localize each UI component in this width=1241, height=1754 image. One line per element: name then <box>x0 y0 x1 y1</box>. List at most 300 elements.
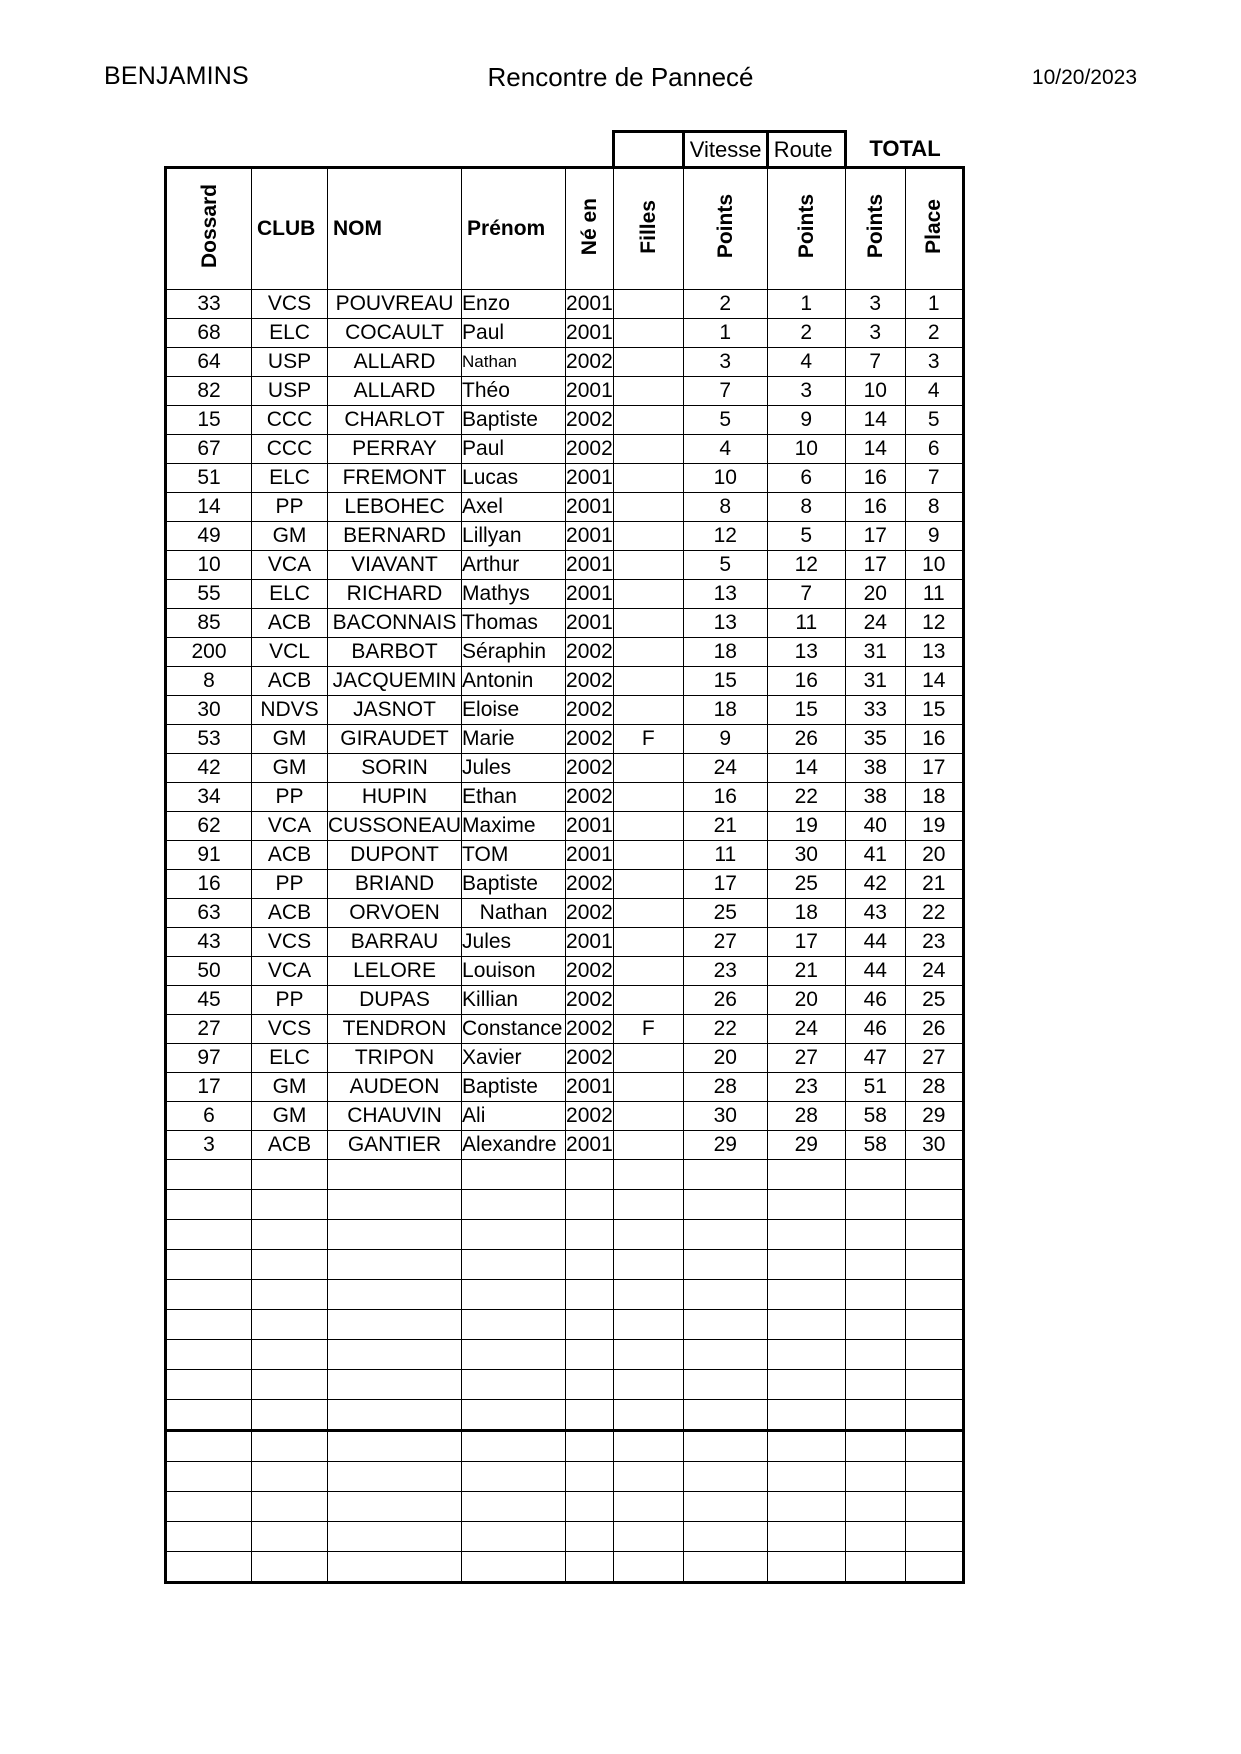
cell-club: NDVS <box>252 696 328 725</box>
cell-ne-en: 2001 <box>566 493 614 522</box>
cell-total-points: 58 <box>845 1102 905 1131</box>
cell-club: GM <box>252 1102 328 1131</box>
cell-route-points: 13 <box>767 638 845 667</box>
cell-route-points: 15 <box>767 696 845 725</box>
cell-empty <box>683 1370 767 1400</box>
cell-place: 23 <box>905 928 963 957</box>
cell-vitesse-points: 18 <box>683 638 767 667</box>
table-row <box>166 377 964 406</box>
table-row <box>166 928 964 957</box>
group-spacer <box>166 132 252 168</box>
cell-vitesse-points: 22 <box>683 1015 767 1044</box>
cell-empty <box>166 1280 252 1310</box>
cell-empty <box>683 1190 767 1220</box>
cell-prenom: Paul <box>462 435 566 464</box>
cell-club: ACB <box>252 667 328 696</box>
cell-filles <box>613 899 683 928</box>
cell-vitesse-points: 18 <box>683 696 767 725</box>
cell-dossard: 55 <box>166 580 252 609</box>
cell-nom: CHAUVIN <box>328 1102 462 1131</box>
cell-dossard: 68 <box>166 319 252 348</box>
cell-nom: JACQUEMIN <box>328 667 462 696</box>
column-header-ne_en <box>566 168 614 290</box>
cell-total-points: 44 <box>845 928 905 957</box>
cell-empty <box>328 1190 462 1220</box>
table-row-empty <box>166 1492 964 1522</box>
cell-prenom: Enzo <box>462 290 566 319</box>
table-row <box>166 1131 964 1160</box>
cell-empty <box>328 1522 462 1552</box>
cell-club: USP <box>252 348 328 377</box>
cell-club: GM <box>252 754 328 783</box>
cell-filles: F <box>613 725 683 754</box>
cell-empty <box>566 1522 614 1552</box>
cell-empty <box>462 1280 566 1310</box>
cell-nom: FREMONT <box>328 464 462 493</box>
cell-club: CCC <box>252 435 328 464</box>
table-row-empty <box>166 1431 964 1462</box>
cell-empty <box>252 1250 328 1280</box>
table-row <box>166 609 964 638</box>
cell-empty <box>566 1340 614 1370</box>
cell-empty <box>328 1400 462 1431</box>
cell-total-points: 10 <box>845 377 905 406</box>
cell-empty <box>905 1552 963 1583</box>
cell-place: 14 <box>905 667 963 696</box>
cell-route-points: 8 <box>767 493 845 522</box>
cell-ne-en: 2002 <box>566 1102 614 1131</box>
cell-route-points: 9 <box>767 406 845 435</box>
cell-vitesse-points: 13 <box>683 609 767 638</box>
column-header-dossard <box>166 168 252 290</box>
cell-empty <box>845 1250 905 1280</box>
cell-club: ACB <box>252 841 328 870</box>
cell-vitesse-points: 2 <box>683 290 767 319</box>
cell-empty <box>328 1370 462 1400</box>
cell-empty <box>252 1160 328 1190</box>
cell-prenom: Ethan <box>462 783 566 812</box>
cell-empty <box>613 1431 683 1462</box>
table-row <box>166 319 964 348</box>
cell-ne-en: 2001 <box>566 928 614 957</box>
cell-empty <box>683 1280 767 1310</box>
cell-empty <box>767 1462 845 1492</box>
page-title: Rencontre de Pannecé <box>487 62 754 92</box>
cell-dossard: 30 <box>166 696 252 725</box>
cell-nom: ORVOEN <box>328 899 462 928</box>
column-header-row <box>166 168 964 290</box>
cell-club: ACB <box>252 1131 328 1160</box>
cell-prenom: Maxime <box>462 812 566 841</box>
group-header-route: Route <box>767 132 845 168</box>
cell-empty <box>845 1522 905 1552</box>
cell-vitesse-points: 13 <box>683 580 767 609</box>
cell-empty <box>252 1522 328 1552</box>
cell-dossard: 62 <box>166 812 252 841</box>
table-row <box>166 870 964 899</box>
cell-club: ELC <box>252 319 328 348</box>
cell-filles <box>613 754 683 783</box>
cell-dossard: 64 <box>166 348 252 377</box>
cell-filles <box>613 986 683 1015</box>
cell-empty <box>613 1522 683 1552</box>
cell-dossard: 53 <box>166 725 252 754</box>
table-row <box>166 290 964 319</box>
cell-place: 5 <box>905 406 963 435</box>
cell-nom: HUPIN <box>328 783 462 812</box>
cell-empty <box>845 1370 905 1400</box>
cell-empty <box>845 1190 905 1220</box>
cell-empty <box>328 1310 462 1340</box>
cell-nom: PERRAY <box>328 435 462 464</box>
cell-empty <box>166 1160 252 1190</box>
cell-empty <box>166 1340 252 1370</box>
cell-empty <box>845 1280 905 1310</box>
cell-prenom: Baptiste <box>462 1073 566 1102</box>
group-spacer <box>252 132 328 168</box>
cell-empty <box>845 1160 905 1190</box>
cell-empty <box>328 1340 462 1370</box>
cell-empty <box>462 1522 566 1552</box>
table-row <box>166 493 964 522</box>
cell-empty <box>566 1370 614 1400</box>
cell-nom: SORIN <box>328 754 462 783</box>
table-row-empty <box>166 1220 964 1250</box>
cell-empty <box>252 1190 328 1220</box>
cell-place: 18 <box>905 783 963 812</box>
cell-nom: ALLARD <box>328 377 462 406</box>
cell-place: 9 <box>905 522 963 551</box>
cell-empty <box>683 1400 767 1431</box>
cell-empty <box>613 1340 683 1370</box>
cell-empty <box>462 1400 566 1431</box>
cell-prenom: Baptiste <box>462 406 566 435</box>
cell-prenom: Paul <box>462 319 566 348</box>
cell-route-points: 6 <box>767 464 845 493</box>
cell-nom: ALLARD <box>328 348 462 377</box>
table-row <box>166 812 964 841</box>
cell-dossard: 8 <box>166 667 252 696</box>
cell-place: 30 <box>905 1131 963 1160</box>
table-row-empty <box>166 1370 964 1400</box>
cell-empty <box>767 1552 845 1583</box>
cell-prenom: Antonin <box>462 667 566 696</box>
table-row <box>166 435 964 464</box>
cell-empty <box>166 1190 252 1220</box>
cell-prenom: Arthur <box>462 551 566 580</box>
cell-vitesse-points: 15 <box>683 667 767 696</box>
cell-prenom: Jules <box>462 928 566 957</box>
cell-total-points: 44 <box>845 957 905 986</box>
cell-ne-en: 2001 <box>566 1131 614 1160</box>
cell-club: ELC <box>252 464 328 493</box>
cell-club: GM <box>252 522 328 551</box>
table-row <box>166 1015 964 1044</box>
cell-empty <box>328 1280 462 1310</box>
cell-ne-en: 2002 <box>566 957 614 986</box>
cell-dossard: 3 <box>166 1131 252 1160</box>
cell-empty <box>252 1220 328 1250</box>
cell-total-points: 43 <box>845 899 905 928</box>
table-row <box>166 638 964 667</box>
cell-prenom: Marie <box>462 725 566 754</box>
cell-empty <box>166 1220 252 1250</box>
cell-filles <box>613 290 683 319</box>
cell-total-points: 58 <box>845 1131 905 1160</box>
cell-empty <box>613 1160 683 1190</box>
cell-empty <box>767 1190 845 1220</box>
cell-route-points: 21 <box>767 957 845 986</box>
cell-total-points: 14 <box>845 406 905 435</box>
cell-total-points: 17 <box>845 551 905 580</box>
cell-empty <box>845 1310 905 1340</box>
cell-place: 15 <box>905 696 963 725</box>
cell-empty <box>905 1462 963 1492</box>
cell-club: VCS <box>252 290 328 319</box>
cell-ne-en: 2002 <box>566 1015 614 1044</box>
cell-place: 27 <box>905 1044 963 1073</box>
cell-filles <box>613 783 683 812</box>
cell-prenom: TOM <box>462 841 566 870</box>
cell-vitesse-points: 5 <box>683 551 767 580</box>
category-label: BENJAMINS <box>104 62 249 90</box>
cell-club: ELC <box>252 580 328 609</box>
cell-filles <box>613 406 683 435</box>
table-row-empty <box>166 1400 964 1431</box>
cell-ne-en: 2002 <box>566 406 614 435</box>
results-table-wrapper <box>164 130 965 1584</box>
cell-place: 29 <box>905 1102 963 1131</box>
cell-route-points: 24 <box>767 1015 845 1044</box>
cell-route-points: 10 <box>767 435 845 464</box>
cell-place: 16 <box>905 725 963 754</box>
cell-nom: GANTIER <box>328 1131 462 1160</box>
cell-club: PP <box>252 493 328 522</box>
cell-empty <box>328 1431 462 1462</box>
cell-empty <box>166 1462 252 1492</box>
cell-place: 10 <box>905 551 963 580</box>
cell-route-points: 2 <box>767 319 845 348</box>
cell-empty <box>252 1552 328 1583</box>
cell-empty <box>845 1462 905 1492</box>
cell-empty <box>166 1431 252 1462</box>
column-header-prenom: Prénom <box>462 168 566 290</box>
cell-vitesse-points: 7 <box>683 377 767 406</box>
group-spacer <box>328 132 462 168</box>
cell-dossard: 15 <box>166 406 252 435</box>
cell-empty <box>613 1220 683 1250</box>
cell-vitesse-points: 3 <box>683 348 767 377</box>
cell-empty <box>462 1250 566 1280</box>
cell-vitesse-points: 30 <box>683 1102 767 1131</box>
cell-empty <box>166 1310 252 1340</box>
cell-empty <box>462 1462 566 1492</box>
cell-route-points: 28 <box>767 1102 845 1131</box>
cell-vitesse-points: 9 <box>683 725 767 754</box>
cell-dossard: 49 <box>166 522 252 551</box>
cell-empty <box>905 1400 963 1431</box>
cell-empty <box>166 1400 252 1431</box>
cell-empty <box>328 1552 462 1583</box>
cell-total-points: 14 <box>845 435 905 464</box>
cell-route-points: 11 <box>767 609 845 638</box>
cell-ne-en: 2001 <box>566 551 614 580</box>
cell-total-points: 31 <box>845 667 905 696</box>
table-row <box>166 783 964 812</box>
cell-empty <box>166 1370 252 1400</box>
cell-empty <box>905 1220 963 1250</box>
table-row <box>166 1073 964 1102</box>
cell-filles <box>613 667 683 696</box>
cell-filles <box>613 638 683 667</box>
table-row <box>166 464 964 493</box>
cell-empty <box>683 1220 767 1250</box>
cell-prenom: Jules <box>462 754 566 783</box>
cell-total-points: 42 <box>845 870 905 899</box>
cell-dossard: 82 <box>166 377 252 406</box>
cell-empty <box>905 1160 963 1190</box>
cell-route-points: 23 <box>767 1073 845 1102</box>
cell-empty <box>845 1220 905 1250</box>
cell-nom: COCAULT <box>328 319 462 348</box>
cell-empty <box>905 1522 963 1552</box>
cell-prenom: Baptiste <box>462 870 566 899</box>
cell-route-points: 14 <box>767 754 845 783</box>
group-header-row <box>166 132 964 168</box>
cell-vitesse-points: 26 <box>683 986 767 1015</box>
cell-nom: BRIAND <box>328 870 462 899</box>
cell-empty <box>566 1190 614 1220</box>
cell-empty <box>166 1250 252 1280</box>
column-header-club: CLUB <box>252 168 328 290</box>
cell-vitesse-points: 27 <box>683 928 767 957</box>
cell-place: 21 <box>905 870 963 899</box>
table-row <box>166 957 964 986</box>
cell-filles <box>613 841 683 870</box>
document-header <box>0 62 1241 98</box>
cell-empty <box>767 1370 845 1400</box>
cell-total-points: 40 <box>845 812 905 841</box>
cell-club: ACB <box>252 899 328 928</box>
cell-empty <box>613 1280 683 1310</box>
cell-empty <box>166 1522 252 1552</box>
cell-empty <box>328 1220 462 1250</box>
cell-dossard: 200 <box>166 638 252 667</box>
cell-prenom: Nathan <box>462 899 566 928</box>
cell-route-points: 19 <box>767 812 845 841</box>
cell-dossard: 34 <box>166 783 252 812</box>
cell-ne-en: 2002 <box>566 725 614 754</box>
cell-total-points: 17 <box>845 522 905 551</box>
cell-place: 24 <box>905 957 963 986</box>
cell-filles <box>613 928 683 957</box>
cell-prenom: Thomas <box>462 609 566 638</box>
cell-filles <box>613 1131 683 1160</box>
cell-empty <box>905 1250 963 1280</box>
cell-club: VCA <box>252 957 328 986</box>
cell-empty <box>566 1552 614 1583</box>
cell-prenom: Théo <box>462 377 566 406</box>
cell-empty <box>462 1160 566 1190</box>
cell-place: 25 <box>905 986 963 1015</box>
group-header-blank <box>613 132 683 168</box>
cell-place: 1 <box>905 290 963 319</box>
cell-club: ACB <box>252 609 328 638</box>
table-row <box>166 899 964 928</box>
cell-total-points: 16 <box>845 464 905 493</box>
cell-filles <box>613 1044 683 1073</box>
table-row-empty <box>166 1250 964 1280</box>
cell-nom: RICHARD <box>328 580 462 609</box>
cell-empty <box>566 1400 614 1431</box>
table-row <box>166 551 964 580</box>
cell-empty <box>166 1552 252 1583</box>
cell-prenom: Lucas <box>462 464 566 493</box>
cell-vitesse-points: 10 <box>683 464 767 493</box>
cell-club: GM <box>252 725 328 754</box>
cell-dossard: 42 <box>166 754 252 783</box>
cell-vitesse-points: 11 <box>683 841 767 870</box>
cell-empty <box>845 1340 905 1370</box>
cell-filles <box>613 1102 683 1131</box>
cell-empty <box>462 1370 566 1400</box>
cell-prenom: Ali <box>462 1102 566 1131</box>
cell-empty <box>462 1340 566 1370</box>
cell-club: PP <box>252 986 328 1015</box>
cell-dossard: 27 <box>166 1015 252 1044</box>
cell-ne-en: 2001 <box>566 812 614 841</box>
cell-route-points: 20 <box>767 986 845 1015</box>
cell-dossard: 45 <box>166 986 252 1015</box>
cell-club: PP <box>252 870 328 899</box>
cell-route-points: 27 <box>767 1044 845 1073</box>
cell-empty <box>613 1310 683 1340</box>
cell-route-points: 30 <box>767 841 845 870</box>
cell-empty <box>613 1492 683 1522</box>
cell-club: ELC <box>252 1044 328 1073</box>
cell-total-points: 46 <box>845 986 905 1015</box>
column-header-ne_en-label: Né en <box>577 197 601 256</box>
cell-empty <box>845 1552 905 1583</box>
cell-filles <box>613 957 683 986</box>
column-header-vitesse_points <box>683 168 767 290</box>
cell-prenom: Séraphin <box>462 638 566 667</box>
cell-club: PP <box>252 783 328 812</box>
cell-empty <box>905 1370 963 1400</box>
cell-dossard: 6 <box>166 1102 252 1131</box>
cell-ne-en: 2001 <box>566 841 614 870</box>
table-row <box>166 348 964 377</box>
cell-empty <box>905 1492 963 1522</box>
cell-vitesse-points: 1 <box>683 319 767 348</box>
cell-vitesse-points: 8 <box>683 493 767 522</box>
table-row-empty <box>166 1280 964 1310</box>
cell-total-points: 16 <box>845 493 905 522</box>
cell-empty <box>683 1462 767 1492</box>
cell-ne-en: 2001 <box>566 290 614 319</box>
column-header-total_points <box>845 168 905 290</box>
cell-prenom: Nathan <box>462 348 566 377</box>
cell-empty <box>683 1160 767 1190</box>
cell-empty <box>566 1431 614 1462</box>
cell-ne-en: 2002 <box>566 754 614 783</box>
cell-nom: VIAVANT <box>328 551 462 580</box>
cell-filles <box>613 464 683 493</box>
cell-empty <box>252 1462 328 1492</box>
cell-empty <box>767 1340 845 1370</box>
table-row <box>166 986 964 1015</box>
cell-vitesse-points: 24 <box>683 754 767 783</box>
